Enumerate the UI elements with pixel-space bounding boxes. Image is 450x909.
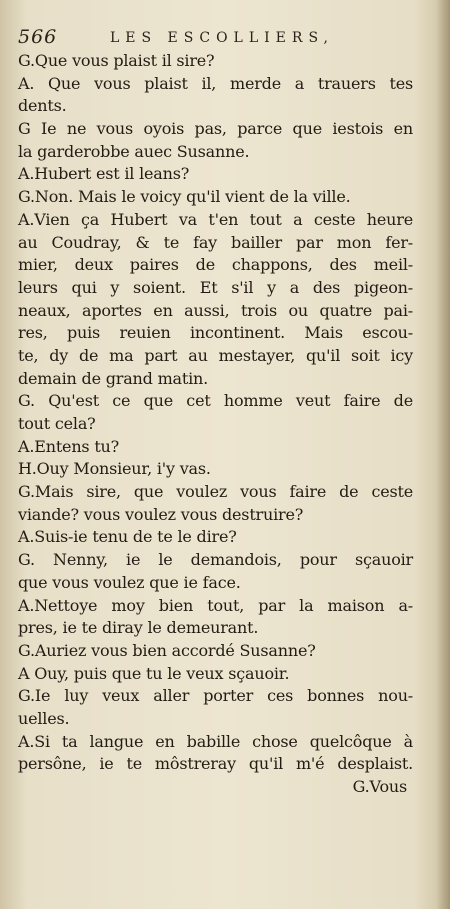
text-line: A.Nettoye moy bien tout, par la maison a- <box>18 595 413 615</box>
text-line: persône, ie te môstreray qu'il m'é desplaist. <box>18 754 413 774</box>
text-line: A. Que vous plaist il, merde a trauers tes <box>18 73 413 93</box>
text-line: leurs qui y soient. Et s'il y a des pigeon- <box>18 277 413 297</box>
text-line: G. Nenny, ie le demandois, pour sçauoir <box>18 550 413 570</box>
text-line: te, dy de ma part au mestayer, qu'il soit icy <box>18 345 413 365</box>
running-head: LES ESCOLLIERS, <box>110 30 334 46</box>
text-line: A.Hubert est il leans? <box>18 164 190 184</box>
text-line: A.Suis-ie tenu de te le dire? <box>18 527 237 547</box>
text-line: H.Ouy Monsieur, i'y vas. <box>18 459 211 479</box>
text-line: mier, deux paires de chappons, des meil- <box>18 255 413 275</box>
text-line: G.Mais sire, que voulez vous faire de ceste <box>18 482 413 502</box>
text-line: uelles. <box>18 708 70 728</box>
body-text <box>18 50 413 799</box>
text-line: viande? vous voulez vous destruire? <box>18 504 304 524</box>
text-line: pres, ie te diray le demeurant. <box>18 618 259 638</box>
text-line: A.Si ta langue en babille chose quelcôque à <box>18 731 413 751</box>
text-line: neaux, aportes en aussi, trois ou quatre pai- <box>18 300 413 320</box>
text-line: tout cela? <box>18 414 96 433</box>
text-line: res, puis reuien incontinent. Mais escou- <box>18 323 413 343</box>
text-line: G.Ie luy veux aller porter ces bonnes nou- <box>18 686 413 706</box>
page-edge-shadow <box>436 0 450 909</box>
catchword: G.Vous <box>352 777 407 796</box>
text-line: G.Non. Mais le voicy qu'il vient de la ville. <box>18 187 351 207</box>
text-line: A.Vien ça Hubert va t'en tout a ceste heure <box>18 209 413 229</box>
text-line: dents. <box>18 96 67 116</box>
text-line: A.Entens tu? <box>18 436 120 456</box>
text-line: G.Auriez vous bien accordé Susanne? <box>18 640 316 660</box>
text-line: la garderobbe auec Susanne. <box>18 141 250 161</box>
page-number: 566 <box>18 26 58 48</box>
text-line: que vous voulez que ie face. <box>18 572 241 592</box>
page-header <box>18 26 438 48</box>
text-line: G Ie ne vous oyois pas, parce que iestois en <box>18 119 413 139</box>
text-line: G. Qu'est ce que cet homme veut faire de <box>18 391 413 411</box>
text-line: au Coudray, & te fay bailler par mon fer- <box>18 232 413 252</box>
text-line: A Ouy, puis que tu le veux sçauoir. <box>18 663 290 683</box>
text-line: demain de grand matin. <box>18 368 209 388</box>
text-line: G.Que vous plaist il sire? <box>18 51 215 70</box>
